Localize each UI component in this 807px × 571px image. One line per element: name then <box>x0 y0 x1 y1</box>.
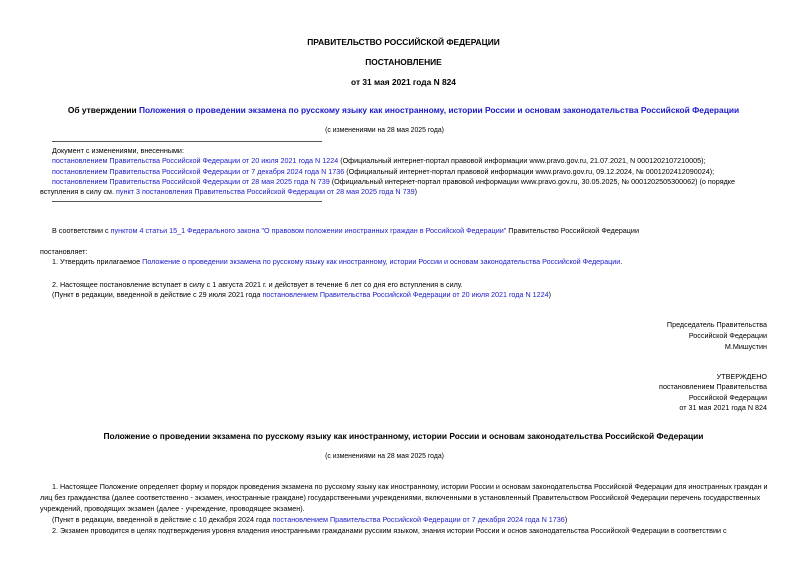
entry-into-force-link[interactable]: пункт 3 постановления Правительства Российской Федерации от 28 мая 2025 года N 739 <box>116 187 415 196</box>
document-date: от 31 мая 2021 года N 824 <box>351 77 456 87</box>
title-prefix: Об утверждении <box>67 105 139 115</box>
note-prefix: (Пункт в редакции, введенной в действие с 10 декабря 2024 года <box>52 515 273 524</box>
note-suffix: ) <box>548 290 552 299</box>
signature-position: Председатель Правительства <box>666 320 767 329</box>
approval-line: Российской Федерации <box>688 393 767 402</box>
continuation-text: вступления в силу см. <box>40 187 116 196</box>
p1-prefix: 1. Утвердить прилагаемое <box>52 257 143 266</box>
signature-organization: Российской Федерации <box>688 331 767 340</box>
p1-suffix: . <box>620 257 623 266</box>
amendment-source: (Официальный интернет-портал правовой информации www.pravo.gov.ru, 09.12.2024, № 0001202412090024); <box>344 167 715 176</box>
signature-name: М.Мишустин <box>724 342 767 351</box>
paragraph-2-note <box>52 289 551 300</box>
approval-line: постановлением Правительства <box>659 382 767 391</box>
federal-law-link[interactable]: пунктом 4 статьи 15_1 Федерального закона "О правовом положении иностранных граждан в Российской Федерации" <box>110 226 507 235</box>
amendment-1224-link[interactable]: постановлением Правительства Российской Федерации от 20 июля 2021 года N 1224 <box>262 290 549 299</box>
amendment-1736-link[interactable]: постановлением Правительства Российской Федерации от 7 декабря 2024 года N 1736 <box>272 515 565 524</box>
regulation-link[interactable]: Положение о проведении экзамена по русскому языку как иностранному, истории России и основам законодательства Российской Федерации <box>142 257 621 266</box>
amendment-link[interactable]: постановлением Правительства Российской Федерации от 20 июля 2021 года N 1224 <box>52 156 339 165</box>
government-name: ПРАВИТЕЛЬСТВО РОССИЙСКОЙ ФЕДЕРАЦИИ <box>307 37 500 47</box>
basis-suffix: Правительство Российской Федерации <box>506 226 639 235</box>
continuation-end: ) <box>414 187 418 196</box>
amendment-link[interactable]: постановлением Правительства Российской Федерации от 28 мая 2025 года N 739 <box>52 177 330 186</box>
amendments-intro: Документ с изменениями, внесенными: <box>52 146 184 155</box>
document-type: ПОСТАНОВЛЕНИЕ <box>365 57 442 67</box>
revision-note: (с изменениями на 28 мая 2025 года) <box>325 125 444 134</box>
regulation-paragraph-1-note <box>52 514 567 525</box>
note-prefix: (Пункт в редакции, введенной в действие с 29 июля 2021 года <box>52 290 263 299</box>
amendments-top-divider <box>52 141 322 142</box>
document-title <box>0 105 807 115</box>
regulation-paragraph-1-line: учреждений, проводящих экзамен (далее - учреждение, проводящее экзамен). <box>40 504 305 513</box>
paragraph-2: 2. Настоящее постановление вступает в силу с 1 августа 2021 г. и действует в течение 6 лет со дня его вступления в силу. <box>52 280 463 289</box>
paragraph-1 <box>52 256 622 267</box>
title-link[interactable]: Положения о проведении экзамена по русскому языку как иностранному, истории России и основам законодательства Российской Федерации <box>139 105 740 115</box>
resolves-label: постановляет: <box>40 247 88 256</box>
amendments-bottom-divider <box>52 201 322 202</box>
amendment-source: (Официальный интернет-портал правовой информации www.pravo.gov.ru, 30.05.2025, № 0001202505300062) (о порядке <box>329 177 736 186</box>
approval-label: УТВЕРЖДЕНО <box>716 372 767 381</box>
amendment-source: (Официальный интернет-портал правовой информации www.pravo.gov.ru, 21.07.2021, N 0001202107210005); <box>338 156 706 165</box>
legal-basis <box>52 225 639 236</box>
regulation-revision: (с изменениями на 28 мая 2025 года) <box>325 451 444 460</box>
regulation-paragraph-1-line: лиц без гражданства (далее соответственно - экзамен, иностранные граждане) государственными учреждениями, включенными в установленный Правительством Российской Федерации перечень государственных <box>40 493 761 502</box>
approval-date: от 31 мая 2021 года N 824 <box>679 403 767 412</box>
regulation-title: Положение о проведении экзамена по русскому языку как иностранному, истории России и основам законодательства Российской Федерации <box>103 431 704 441</box>
amendment-continuation <box>40 186 417 197</box>
regulation-paragraph-1-line: 1. Настоящее Положение определяет форму и порядок проведения экзамена по русскому языку как иностранному, истории России и основам законодательства Российской Федерации для иностранных граждан и <box>52 482 768 491</box>
regulation-paragraph-2-line: 2. Экзамен проводится в целях подтверждения уровня владения иностранными гражданами русским языком, знания истории России и основ законодательства Российской Федерации в соответствии с <box>52 526 727 535</box>
amendment-link[interactable]: постановлением Правительства Российской Федерации от 7 декабря 2024 года N 1736 <box>52 167 345 176</box>
note-suffix: ) <box>564 515 568 524</box>
basis-prefix: В соответствии с <box>52 226 111 235</box>
amendment-item <box>52 155 706 166</box>
